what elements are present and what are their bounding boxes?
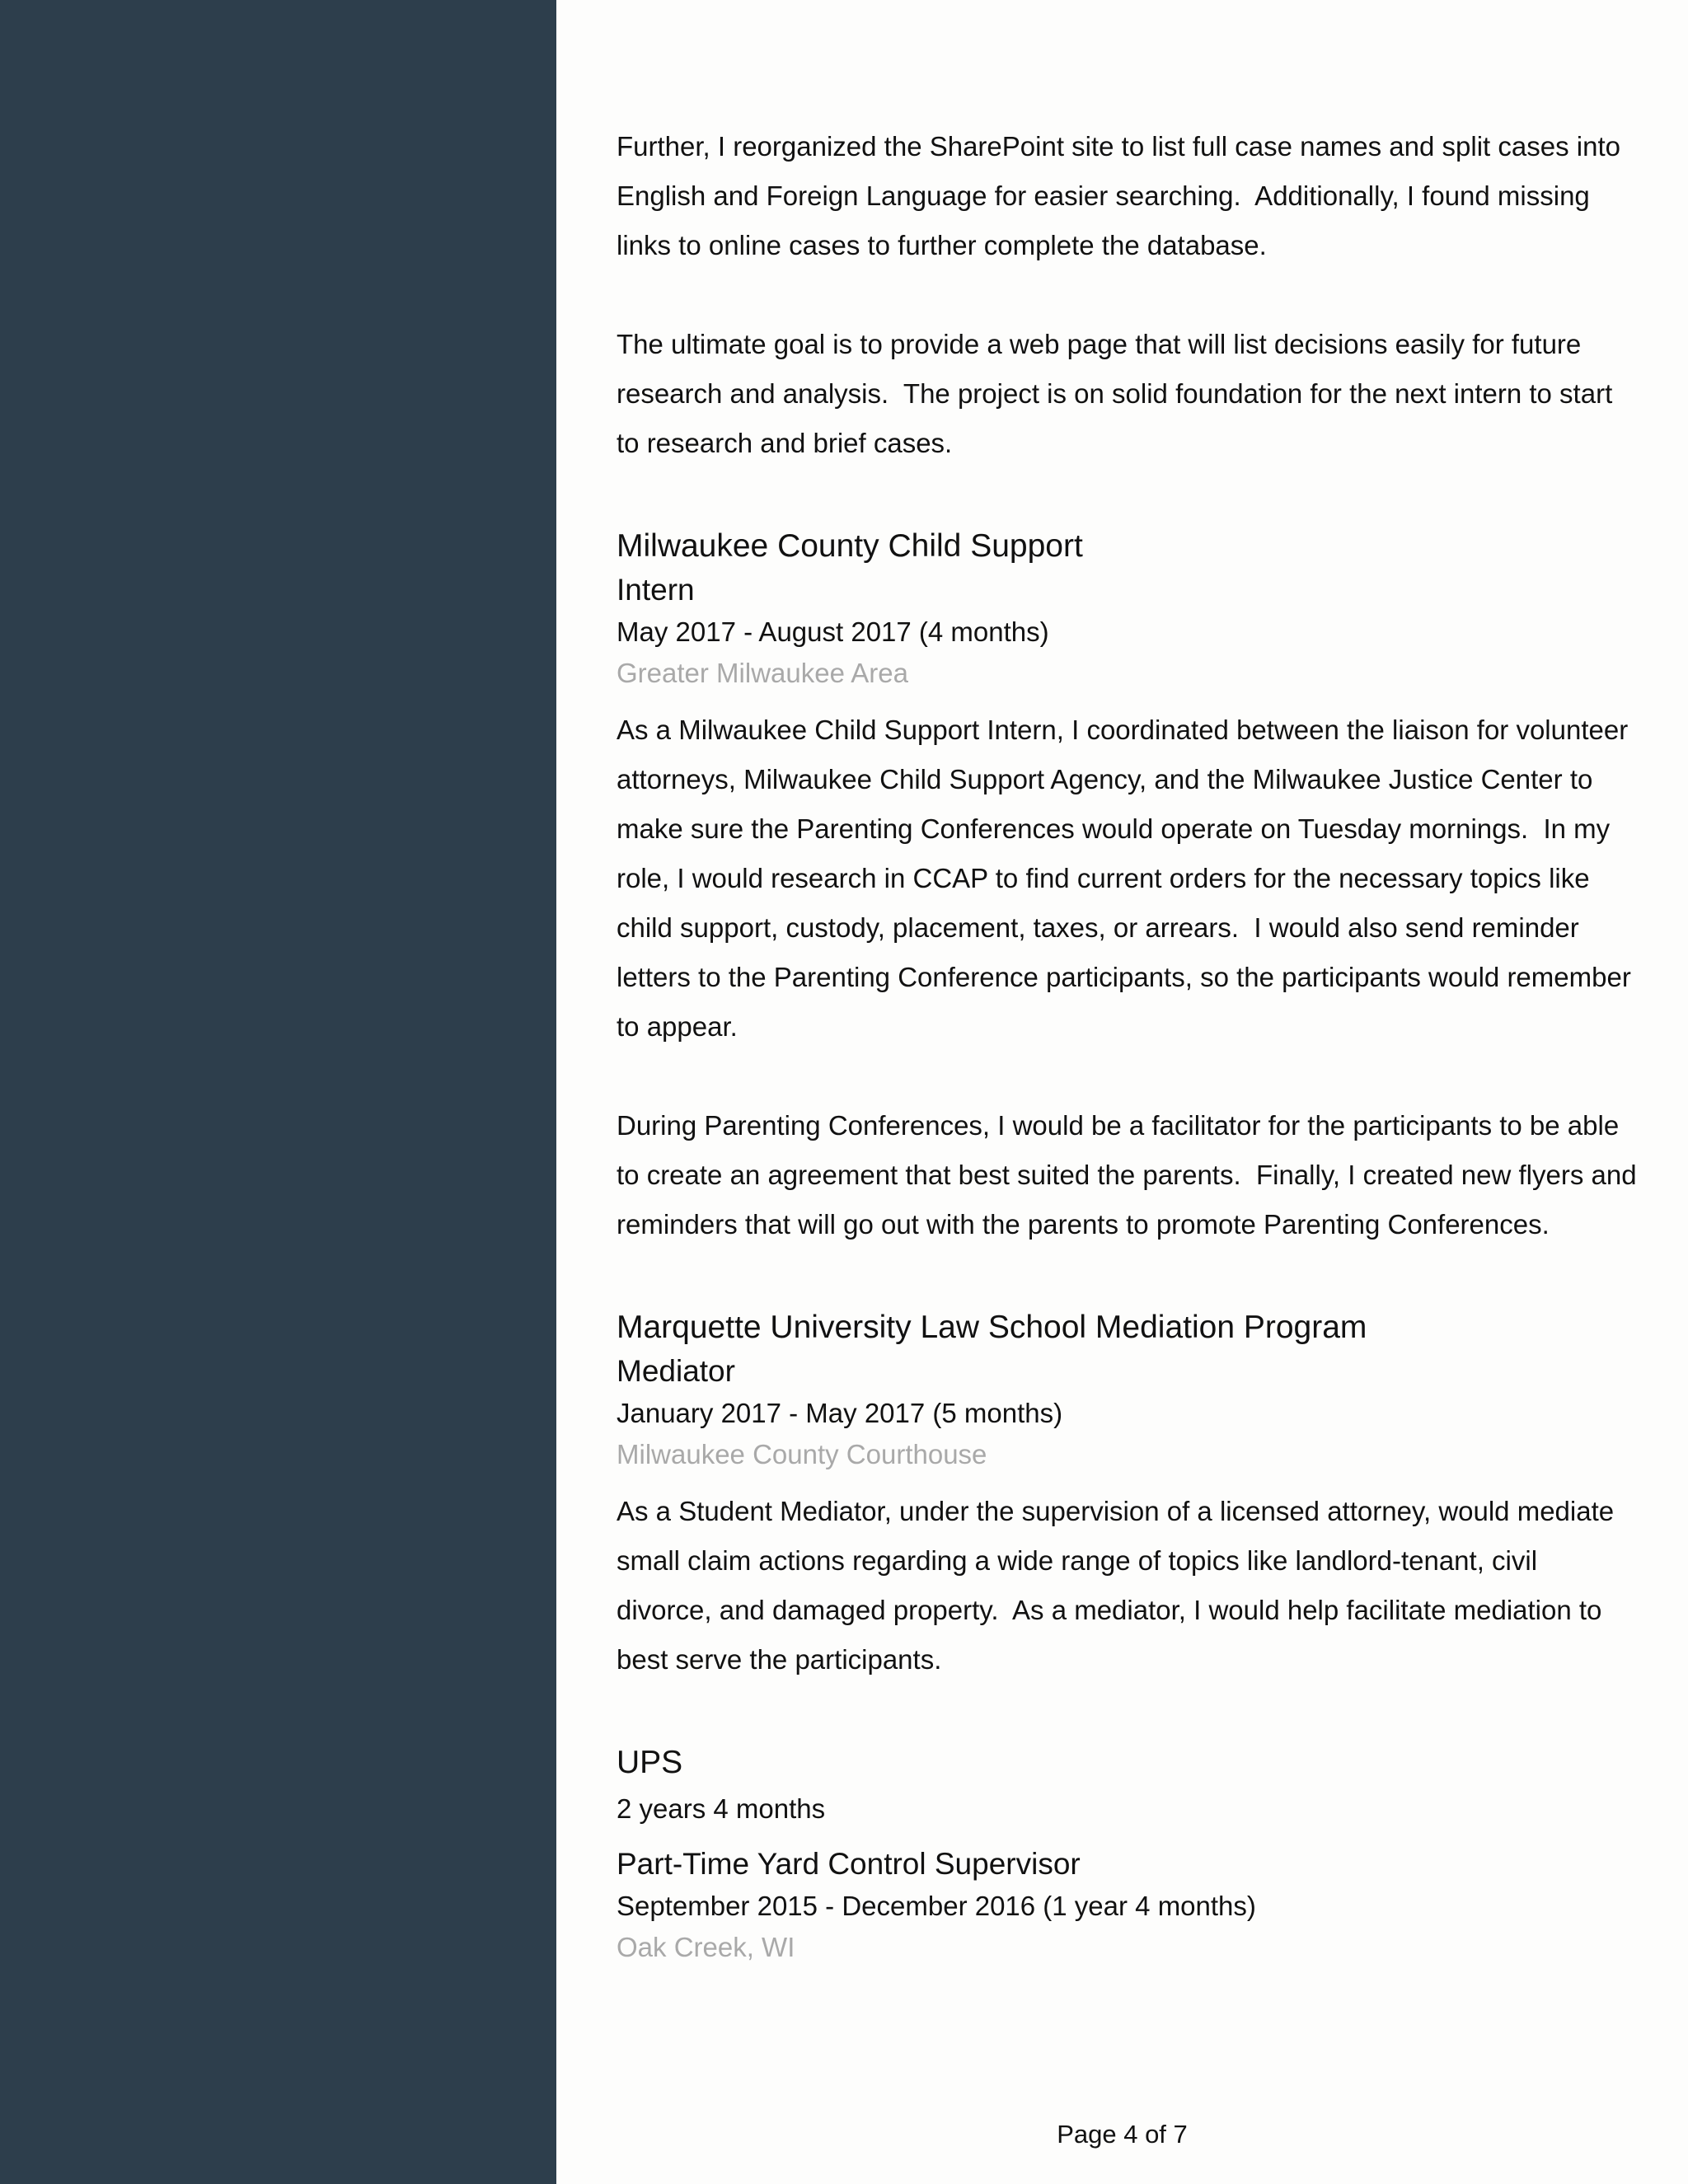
experience-entry-mediation: [617, 1305, 1639, 1685]
experience-entry-ups: [617, 1741, 1639, 1968]
job-description-paragraph: As a Milwaukee Child Support Intern, I coordinated between the liaison for volunteer attorneys, Milwaukee Child Support Agency, and the Milwaukee Justice Center to make sure the Parenting Conferences would operate on Tuesday mornings. In my role, I would research in CCAP to find current orders for the necessary topics like child support, custody, placement, taxes, or arrears. I would also send reminder letters to the Parenting Conference participants, so the participants would remember to appear.: [617, 715, 1639, 1042]
job-location: Greater Milwaukee Area: [617, 658, 908, 688]
company-name: Marquette University Law School Mediation Program: [617, 1310, 1367, 1345]
job-dates: January 2017 - May 2017 (5 months): [617, 1398, 1063, 1428]
job-title: Part-Time Yard Control Supervisor: [617, 1847, 1081, 1881]
job-title: Intern: [617, 573, 695, 607]
job-description-paragraph: During Parenting Conferences, I would be a facilitator for the participants to be able to create an agreement that best suited the parents. Finally, I created new flyers and reminders that will go out with the parents to promote Parenting Conferences.: [617, 1110, 1644, 1240]
company-name: UPS: [617, 1745, 683, 1780]
company-total-duration: 2 years 4 months: [617, 1793, 826, 1824]
page-number: Page 4 of 7: [1057, 2120, 1188, 2149]
experience-entry-child-support: [617, 524, 1644, 1249]
job-title: Mediator: [617, 1354, 735, 1388]
job-location: Oak Creek, WI: [617, 1932, 795, 1962]
left-sidebar-panel: [0, 0, 556, 2184]
job-location: Milwaukee County Courthouse: [617, 1439, 987, 1469]
intro-paragraph-2: The ultimate goal is to provide a web page that will list decisions easily for future research and analysis. The project is on solid foundation for the next intern to start to research and brief cases.: [617, 329, 1620, 458]
intro-paragraph-1: Further, I reorganized the SharePoint site to list full case names and split cases into English and Foreign Language for easier searching. Additionally, I found missing links to online cases to further complete the database.: [617, 131, 1629, 260]
company-name: Milwaukee County Child Support: [617, 528, 1083, 564]
job-dates: September 2015 - December 2016 (1 year 4 months): [617, 1891, 1256, 1921]
job-description-paragraph: As a Student Mediator, under the supervision of a licensed attorney, would mediate small claim actions regarding a wide range of topics like landlord-tenant, civil divorce, and damaged property. As a mediator, I would help facilitate mediation to best serve the participants.: [617, 1496, 1622, 1675]
resume-content: [617, 122, 1644, 1980]
job-dates: May 2017 - August 2017 (4 months): [617, 616, 1049, 647]
